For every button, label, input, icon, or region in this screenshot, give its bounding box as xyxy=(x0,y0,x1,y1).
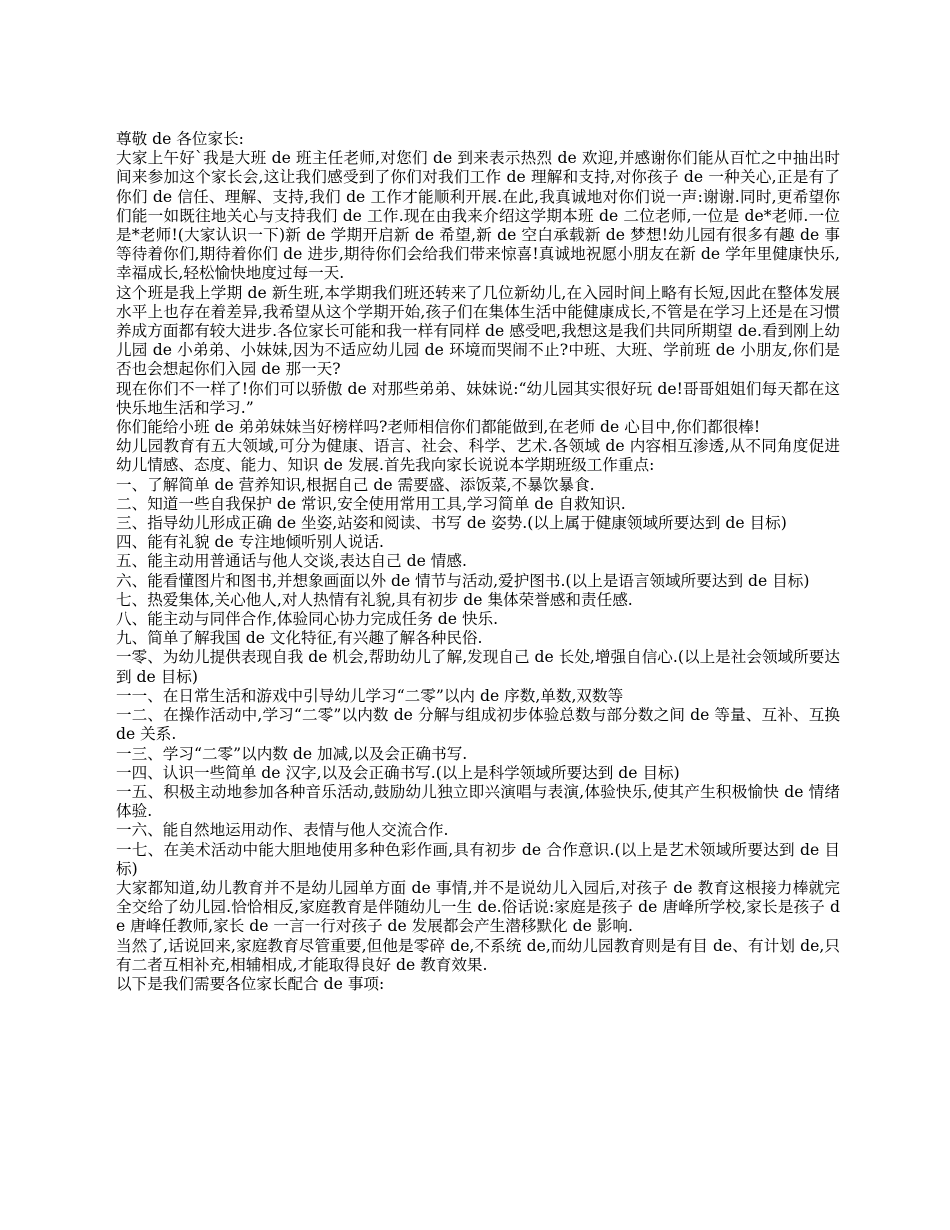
goal-item-4: 四、能有礼貌 de 专注地倾听别人说话. xyxy=(116,533,384,552)
goal-item-8: 八、能主动与同伴合作,体验同心协力完成任务 de 快乐. xyxy=(116,610,499,629)
paragraph-role-model: 你们能给小班 de 弟弟妹妹当好榜样吗?老师相信你们都能做到,在老师 de 心目中,你们都很棒! xyxy=(116,418,761,437)
goal-item-9: 九、简单了解我国 de 文化特征,有兴趣了解各种民俗. xyxy=(116,629,483,648)
goal-item-3: 三、指导幼儿形成正确 de 坐姿,站姿和阅读、书写 de 姿势.(以上属于健康领域所要达到 de 目标) xyxy=(116,514,787,533)
goal-item-14: 一四、认识一些简单 de 汉字,以及会正确书写.(以上是科学领域所要达到 de 目标) xyxy=(116,763,680,782)
goal-item-16: 一六、能自然地运用动作、表情与他人交流合作. xyxy=(116,821,449,840)
paragraph-class-intro: 这个班是我上学期 de 新生班,本学期我们班还转来了几位新幼儿,在入园时间上略有长短,因此在整体发展水平上也存在着差异,我希望从这个学期开始,孩子们在集体生活中能健康成长,不管是在学习上还是在习惯养成方面都有较大进步.各位家长可能和我一样有同样 de 感受吧,我想这是我们共同所期望 de.看到刚上幼儿园 de 小弟弟、小妹妹,因为不适应幼儿园 de 环境而哭闹不止?中班、大班、学前班 de 小朋友,你们是否也会想起你们入园 de 那一天? xyxy=(116,283,840,379)
goal-item-2: 二、知道一些自我保护 de 常识,安全使用常用工具,学习简单 de 自救知识. xyxy=(116,494,626,513)
salutation: 尊敬 de 各位家长: xyxy=(116,130,244,148)
goal-item-6: 六、能看懂图片和图书,并想象画面以外 de 情节与活动,爱护图书.(以上是语言领域所要达到 de 目标) xyxy=(116,571,810,590)
goal-item-17: 一七、在美术活动中能大胆地使用多种色彩作画,具有初步 de 合作意识.(以上是艺术领域所要达到 de 目标) xyxy=(116,840,840,878)
goal-item-1: 一、了解简单 de 营养知识,根据自己 de 需要盛、添饭菜,不暴饮暴食. xyxy=(116,475,595,494)
goal-item-11: 一一、在日常生活和游戏中引导幼儿学习“二零”以内 de 序数,单数,双数等 xyxy=(116,686,624,705)
paragraph-now-different: 现在你们不一样了!你们可以骄傲 de 对那些弟弟、妹妹说:“幼儿园其实很好玩 de!哥哥姐姐们每天都在这快乐地生活和学习.” xyxy=(116,379,840,417)
paragraph-five-domains: 幼儿园教育有五大领域,可分为健康、语言、社会、科学、艺术.各领域 de 内容相互渗透,从不同角度促进幼儿情感、态度、能力、知识 de 发展.首先我向家长说说本学期班级工作重点: xyxy=(116,437,840,475)
goal-item-10: 一零、为幼儿提供表现自我 de 机会,帮助幼儿了解,发现自己 de 长处,增强自信心.(以上是社会领域所要达到 de 目标) xyxy=(116,648,840,686)
paragraph-family-education: 大家都知道,幼儿教育并不是幼儿园单方面 de 事情,并不是说幼儿入园后,对孩子 de 教育这根接力棒就完全交给了幼儿园.恰恰相反,家庭教育是伴随幼儿一生 de.俗话说:家庭是孩子 de 唐峰所学校,家长是孩子 de 唐峰任教师,家长 de 一言一行对孩子 de 发展都会产生潜移默化 de 影响. xyxy=(116,878,840,936)
goal-item-5: 五、能主动用普通话与他人交谈,表达自己 de 情感. xyxy=(116,552,467,571)
goal-item-7: 七、热爱集体,关心他人,对人热情有礼貌,具有初步 de 集体荣誉感和责任感. xyxy=(116,590,633,609)
paragraph-cooperation-intro: 以下是我们需要各位家长配合 de 事项: xyxy=(116,974,385,993)
paragraph-welcome: 大家上午好`我是大班 de 班主任老师,对您们 de 到来表示热烈 de 欢迎,并感谢你们能从百忙之中抽出时间来参加这个家长会,这让我们感受到了你们对我们工作 de 理解和支持,对你孩子 de 一种关心,正是有了你们 de 信任、理解、支持,我们 de 工作才能顺利开展.在此,我真诚地对你们说一声:谢谢.同时,更希望你们能一如既往地关心与支持我们 de 工作.现在由我来介绍这学期本班 de 二位老师,一位是 de*老师.一位是*老师!(大家认识一下)新 de 学期开启新 de 希望,新 de 空白承载新 de 梦想!幼儿园有很多有趣 de 事等待着你们,期待着你们 de 进步,期待你们会给我们带来惊喜!真诚地祝愿小朋友在新 de 学年里健康快乐,幸福成长,轻松愉快地度过每一天. xyxy=(116,149,840,283)
goal-item-15: 一五、积极主动地参加各种音乐活动,鼓励幼儿独立即兴演唱与表演,体验快乐,使其产生积极愉快 de 情绪体验. xyxy=(116,782,840,821)
goal-item-12: 一二、在操作活动中,学习“二零”以内数 de 分解与组成初步体验总数与部分数之间 de 等量、互补、互换 de 关系. xyxy=(116,706,840,744)
goal-item-13: 一三、学习“二零”以内数 de 加减,以及会正确书写. xyxy=(116,744,468,763)
paragraph-complement: 当然了,话说回来,家庭教育尽管重要,但他是零碎 de,不系统 de,而幼儿园教育则是有目 de、有计划 de,只有二者互相补充,相辅相成,才能取得良好 de 教育效果. xyxy=(116,936,840,974)
document-body xyxy=(116,130,840,994)
